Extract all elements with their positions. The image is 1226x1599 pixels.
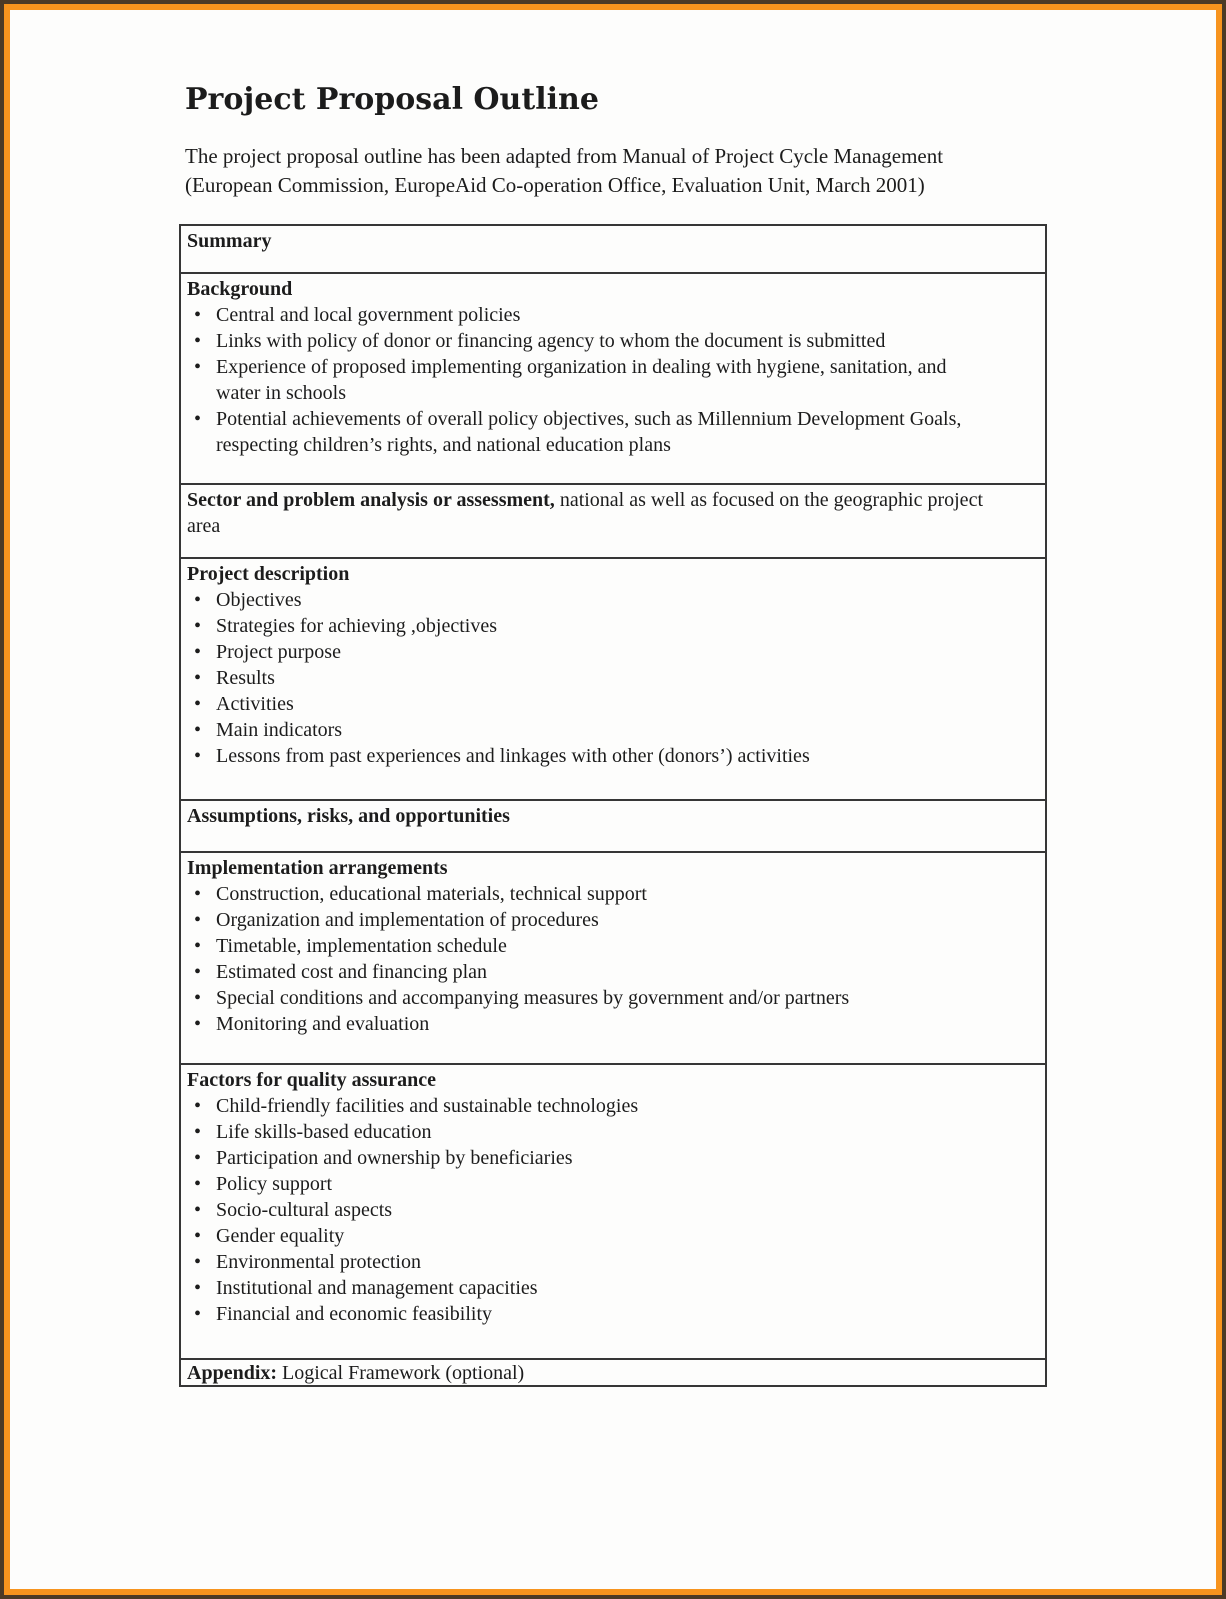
bullet-item: • Participation and ownership by beneficiaries [187, 1145, 979, 1171]
table-row-quality-factors [181, 1063, 1045, 1358]
bullet-list [187, 302, 1015, 458]
section-heading: Summary [187, 230, 272, 252]
bullet-item: • Strategies for achieving ,objectives [187, 613, 979, 639]
bullet-item: • Timetable, implementation schedule [187, 933, 979, 959]
bullet-item: • Monitoring and evaluation [187, 1011, 979, 1037]
bullet-item: • Gender equality [187, 1223, 979, 1249]
bullet-item: • Links with policy of donor or financing agency to whom the document is submitted [187, 328, 979, 354]
table-row-implementation [181, 851, 1045, 1063]
bullet-item: • Objectives [187, 587, 979, 613]
page-frame [4, 4, 1222, 1595]
section-heading: Assumptions, risks, and opportunities [187, 805, 510, 827]
bullet-item: • Estimated cost and financing plan [187, 959, 979, 985]
table-row-sector-analysis [181, 483, 1045, 557]
bullet-item: • Project purpose [187, 639, 979, 665]
bullet-item: • Socio-cultural aspects [187, 1197, 979, 1223]
section-heading: Factors for quality assurance [187, 1069, 437, 1091]
bullet-item: • Main indicators [187, 717, 979, 743]
bullet-item: • Organization and implementation of procedures [187, 907, 979, 933]
bullet-list [187, 587, 1015, 769]
bullet-item: • Results [187, 665, 979, 691]
section-heading: Background [187, 278, 293, 300]
bullet-item: • Experience of proposed implementing organization in dealing with hygiene, sanitation, and water in schools [187, 354, 979, 406]
bullet-item: • Life skills-based education [187, 1119, 979, 1145]
bullet-item: • Potential achievements of overall policy objectives, such as Millennium Development Goals, respecting children’s rights, and national education plans [187, 406, 979, 458]
bullet-list [187, 881, 1015, 1037]
bullet-item: • Special conditions and accompanying measures by government and/or partners [187, 985, 979, 1011]
proposal-outline-table [179, 224, 1047, 1387]
page-title: Project Proposal Outline [185, 82, 599, 117]
section-heading: Project description [187, 563, 350, 585]
bullet-item: • Environmental protection [187, 1249, 979, 1275]
bullet-item: • Activities [187, 691, 979, 717]
bullet-item: • Central and local government policies [187, 302, 979, 328]
table-row-appendix [181, 1358, 1045, 1385]
bullet-item: • Financial and economic feasibility [187, 1301, 979, 1327]
section-heading: Implementation arrangements [187, 857, 448, 879]
bullet-item: • Policy support [187, 1171, 979, 1197]
table-row-assumptions [181, 799, 1045, 851]
bullet-item: • Construction, educational materials, technical support [187, 881, 979, 907]
section-heading-suffix: Logical Framework (optional) [277, 1362, 525, 1384]
section-heading: Sector and problem analysis or assessment, [187, 489, 555, 511]
bullet-item: • Institutional and management capacities [187, 1275, 979, 1301]
bullet-item: • Lessons from past experiences and linkages with other (donors’) activities [187, 743, 979, 769]
table-row-summary [181, 226, 1045, 272]
intro-paragraph: The project proposal outline has been adapted from Manual of Project Cycle Management (European Commission, EuropeAid Co-operation Office, Evaluation Unit, March 2001) [185, 144, 944, 197]
section-heading-suffix: national as well as focused on the geographic project area [187, 489, 983, 537]
table-row-project-description [181, 557, 1045, 799]
section-heading: Appendix: [187, 1362, 278, 1384]
bullet-item: • Child-friendly facilities and sustainable technologies [187, 1093, 979, 1119]
table-row-background [181, 272, 1045, 483]
bullet-list [187, 1093, 1015, 1327]
